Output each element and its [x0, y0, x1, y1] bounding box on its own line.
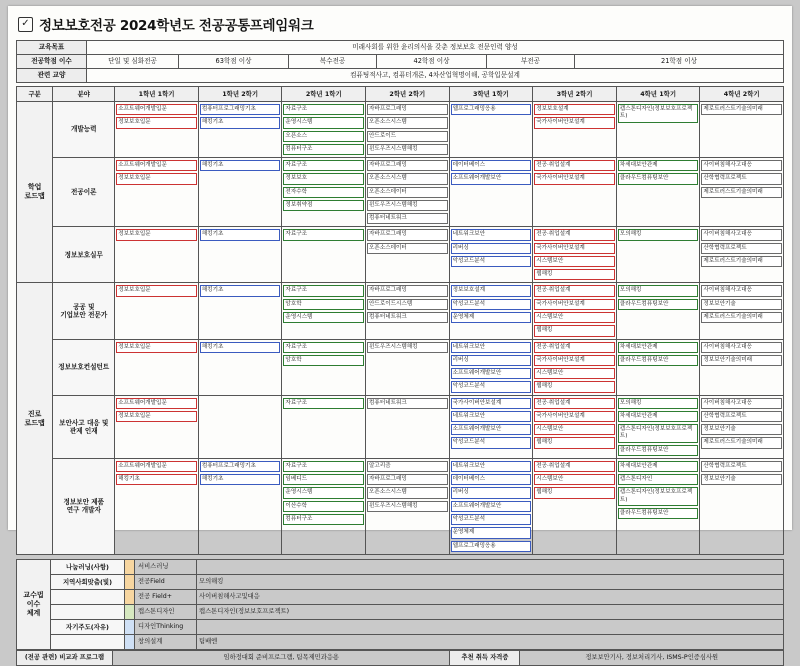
matrix-header-6: 3학년 1학기	[449, 87, 533, 102]
course-item[interactable]: 안드로이드	[367, 131, 448, 142]
course-item[interactable]: 산학협력프로젝트	[701, 461, 782, 472]
course-item[interactable]: 제로트러스트기술의미래	[701, 256, 782, 267]
course-item[interactable]: 사이버침해사고대응	[701, 160, 782, 171]
semester-cell	[115, 339, 199, 395]
course-item[interactable]: 전자수학	[283, 187, 364, 198]
course-item[interactable]: 클라우드컴퓨팅보안	[618, 299, 699, 310]
group-label-0: 학업 로드맵	[17, 102, 53, 283]
course-item[interactable]: 정보보호설계	[534, 104, 615, 115]
teaching-tag: 서비스러닝	[135, 559, 197, 574]
course-item[interactable]: 국가사이버안보설계	[534, 299, 615, 310]
certification-value: 정보보안기사, 정보처리기사, ISMS-P인증심사원	[520, 650, 784, 665]
course-item[interactable]: 웹프로그래밍응용	[451, 541, 532, 552]
teaching-method-table	[16, 559, 784, 650]
semester-cell	[700, 227, 784, 283]
course-item[interactable]: 산학협력프로젝트	[701, 411, 782, 422]
footer-table	[16, 650, 784, 666]
semester-cell	[449, 458, 533, 554]
credit-type-1: 복수전공	[289, 55, 377, 69]
course-item[interactable]: 데이터베이스	[451, 474, 532, 485]
course-item[interactable]: 전공·취업설계	[534, 229, 615, 240]
course-item[interactable]: 운영시스템	[283, 487, 364, 498]
course-item[interactable]: 정보보안기술	[701, 474, 782, 485]
course-item[interactable]: 시스템보안	[534, 312, 615, 323]
course-item[interactable]: 오픈소스데이터	[367, 187, 448, 198]
extracurricular-label: (전공 관련) 비교과 프로그램	[17, 650, 113, 665]
semester-cell	[198, 458, 282, 554]
credit-value-1: 42학점 이상	[377, 55, 487, 69]
course-item[interactable]: 산학협력프로젝트	[701, 173, 782, 184]
matrix-header-7: 3학년 2학기	[533, 87, 617, 102]
course-item[interactable]: 악성코드분석	[451, 256, 532, 267]
semester-cell	[115, 395, 199, 458]
course-item[interactable]: 악성코드분석	[451, 514, 532, 525]
extracurricular-value: 임하정대회 준비프로그램, 팀목제민과응용	[113, 650, 450, 665]
semester-cell	[366, 227, 450, 283]
course-item[interactable]: 네트워크보안	[451, 229, 532, 240]
course-item[interactable]: 정보보안기술	[701, 299, 782, 310]
course-item[interactable]: 웹해킹	[534, 487, 615, 498]
course-item[interactable]: 국가사이버안보설계	[534, 411, 615, 422]
course-item[interactable]: 컴퓨터네트워크	[367, 213, 448, 224]
course-item[interactable]: 정보보호설계	[451, 285, 532, 296]
field-label: 정보보안 제품 연구 개발자	[53, 458, 115, 554]
credits-label: 전공학점 이수	[17, 55, 87, 69]
course-item[interactable]: 클라우드컴퓨팅보안	[618, 355, 699, 366]
course-item[interactable]: 모의해킹	[618, 398, 699, 409]
course-item[interactable]: 오픈소스데이터	[367, 243, 448, 254]
credit-value-0: 63학점 이상	[179, 55, 289, 69]
table-row	[17, 650, 784, 665]
course-item[interactable]: 윈도우즈시스템해킹	[367, 200, 448, 211]
teaching-value	[197, 559, 784, 574]
semester-cell	[700, 458, 784, 554]
course-item[interactable]: 사이버침해사고대응	[701, 285, 782, 296]
course-item[interactable]: 국가사이버안보설계	[534, 117, 615, 128]
table-row	[17, 574, 784, 589]
course-item[interactable]: 데이터베이스	[451, 160, 532, 171]
course-item[interactable]: 이산수학	[283, 501, 364, 512]
semester-cell	[282, 158, 366, 227]
course-item[interactable]: 사이버침해사고대응	[701, 229, 782, 240]
course-item[interactable]: 정보취약점	[283, 200, 364, 211]
matrix-header-5: 2학년 2학기	[366, 87, 450, 102]
course-item[interactable]: 운영체제	[451, 312, 532, 323]
course-item[interactable]: 전공·취업설계	[534, 461, 615, 472]
semester-cell	[449, 158, 533, 227]
course-item[interactable]: 자바프로그래밍	[367, 474, 448, 485]
table-row	[17, 227, 784, 283]
course-item[interactable]: 제로트러스트기술의미래	[701, 104, 782, 115]
semester-cell	[533, 227, 617, 283]
table-row	[17, 589, 784, 604]
field-label: 정보보호실무	[53, 227, 115, 283]
course-item[interactable]: 해킹기초	[200, 474, 281, 485]
teaching-value: 모의해킹	[197, 574, 784, 589]
course-item[interactable]: 해킹기초	[200, 229, 281, 240]
table-row	[17, 69, 784, 83]
table-row	[17, 158, 784, 227]
course-item[interactable]: 운영체제	[451, 527, 532, 538]
semester-cell	[198, 283, 282, 339]
course-item[interactable]: 악성코드분석	[451, 381, 532, 392]
course-item[interactable]: 소프트웨어개발입문	[116, 104, 197, 115]
course-item[interactable]: 웹프로그래밍응용	[451, 104, 532, 115]
course-item[interactable]: 소프트웨어개발보안	[451, 501, 532, 512]
course-item[interactable]: 캡스톤디자인(정보보호프로젝트)	[618, 104, 699, 123]
course-item[interactable]: 제로트러스트기술의미래	[701, 187, 782, 198]
course-item[interactable]: 컴퓨터프로그래밍기초	[200, 461, 281, 472]
course-item[interactable]: 웹해킹	[534, 325, 615, 336]
course-item[interactable]: 정보보호입문	[116, 229, 197, 240]
course-item[interactable]: 해킹기초	[200, 160, 281, 171]
course-item[interactable]: 자료구조	[283, 285, 364, 296]
course-item[interactable]: 전공·취업설계	[534, 342, 615, 353]
course-item[interactable]: 모의해킹	[618, 229, 699, 240]
matrix-header-0: 구분	[17, 87, 53, 102]
matrix-header-1: 분야	[53, 87, 115, 102]
semester-cell	[198, 227, 282, 283]
course-item[interactable]: 자바프로그래밍	[367, 229, 448, 240]
course-item[interactable]: 전공·취업설계	[534, 398, 615, 409]
teaching-sub-label: 나눔러닝(사항)	[51, 559, 125, 574]
field-label: 보안사고 대응 및 관제 인재	[53, 395, 115, 458]
semester-cell	[198, 158, 282, 227]
matrix-header-9: 4학년 2학기	[700, 87, 784, 102]
course-item[interactable]: 웹해킹	[534, 437, 615, 448]
semester-cell	[616, 158, 700, 227]
semester-cell	[282, 339, 366, 395]
teaching-tag: 캡스톤디자인	[135, 604, 197, 619]
semester-cell	[366, 395, 450, 458]
teaching-sub-label	[51, 589, 125, 604]
teaching-tag: 전공 Field+	[135, 589, 197, 604]
semester-cell	[115, 102, 199, 158]
related-value: 컴퓨팅적사고, 컴퓨터개론, 4차산업혁명이해, 공학입문설계	[87, 69, 784, 83]
course-item[interactable]: 네트워크보안	[451, 411, 532, 422]
semester-cell	[616, 283, 700, 339]
teaching-sub-label: 지역사회맞춤(빛)	[51, 574, 125, 589]
table-row	[17, 102, 784, 158]
teaching-value: 캡스톤디자인(정보보호프로젝트)	[197, 604, 784, 619]
course-item[interactable]: 암호학	[283, 355, 364, 366]
course-item[interactable]: 해킹기초	[116, 474, 197, 485]
color-marker	[125, 589, 135, 604]
course-item[interactable]: 정보보안기술	[701, 424, 782, 435]
course-item[interactable]: 국가사이버안보설계	[534, 355, 615, 366]
course-item[interactable]: 소프트웨어개발입문	[116, 398, 197, 409]
table-row	[17, 55, 784, 69]
course-item[interactable]: 윈도우즈시스템해킹	[367, 144, 448, 155]
course-item[interactable]: 클라우드컴퓨팅보안	[618, 508, 699, 519]
course-item[interactable]: 리버싱	[451, 243, 532, 254]
semester-cell	[700, 158, 784, 227]
semester-cell	[115, 227, 199, 283]
course-item[interactable]: 차세대보안관제	[618, 461, 699, 472]
course-item[interactable]: 컴퓨터구조	[283, 514, 364, 525]
semester-cell	[700, 339, 784, 395]
course-item[interactable]: 오픈소스	[283, 131, 364, 142]
course-item[interactable]: 차세대보안관제	[618, 160, 699, 171]
teaching-tag: 창의설계	[135, 634, 197, 649]
course-item[interactable]: 소프트웨어개발보안	[451, 173, 532, 184]
course-item[interactable]: 자료구조	[283, 104, 364, 115]
goal-label: 교육목표	[17, 41, 87, 55]
check-icon: ✓	[18, 17, 33, 32]
course-item[interactable]: 컴퓨터네트워크	[367, 312, 448, 323]
course-item[interactable]: 자료구조	[283, 229, 364, 240]
course-item[interactable]: 캡스톤디자인(정보보호프로젝트)	[618, 424, 699, 443]
course-item[interactable]: 전공·취업설계	[534, 160, 615, 171]
semester-cell	[616, 339, 700, 395]
field-label: 개발능력	[53, 102, 115, 158]
course-item[interactable]: 정보보호입문	[116, 173, 197, 184]
title-text: 정보보호전공 2024학년도 전공공통프레임워크	[39, 18, 314, 34]
group-label-1: 진로 로드맵	[17, 283, 53, 554]
semester-cell	[198, 102, 282, 158]
matrix-header-2: 1학년 1학기	[115, 87, 199, 102]
course-item[interactable]: 운영시스템	[283, 312, 364, 323]
course-item[interactable]: 윈도우즈시스템해킹	[367, 342, 448, 353]
course-item[interactable]: 소프트웨어개발보안	[451, 424, 532, 435]
semester-cell	[700, 395, 784, 458]
course-item[interactable]: 소프트웨어개발입문	[116, 461, 197, 472]
course-item[interactable]: 국가사이버안보설계	[534, 243, 615, 254]
course-item[interactable]: 웹해킹	[534, 381, 615, 392]
semester-cell	[366, 339, 450, 395]
course-item[interactable]: 컴퓨터구조	[283, 144, 364, 155]
semester-cell	[533, 283, 617, 339]
curriculum-matrix	[16, 86, 784, 555]
course-item[interactable]: 시스템보안	[534, 424, 615, 435]
course-item[interactable]: 오픈소스시스템	[367, 173, 448, 184]
course-item[interactable]: 리버싱	[451, 355, 532, 366]
semester-cell	[198, 395, 282, 458]
course-item[interactable]: 사이버침해사고대응	[701, 398, 782, 409]
semester-cell	[366, 158, 450, 227]
course-item[interactable]: 정보보안기술의미래	[701, 355, 782, 366]
teaching-sub-label	[51, 604, 125, 619]
teaching-tag: 전공Field	[135, 574, 197, 589]
semester-cell	[449, 283, 533, 339]
semester-cell	[616, 458, 700, 554]
course-item[interactable]: 모의해킹	[618, 285, 699, 296]
semester-cell	[449, 102, 533, 158]
goal-value: 미래사회를 위한 윤리의식을 갖춘 정보보호 전문인력 양성	[87, 41, 784, 55]
course-item[interactable]: 알고리즘	[367, 461, 448, 472]
semester-cell	[282, 227, 366, 283]
page-title	[18, 14, 784, 34]
semester-cell	[449, 395, 533, 458]
semester-cell	[366, 283, 450, 339]
related-label: 관련 교양	[17, 69, 87, 83]
course-item[interactable]: 제로트러스트기술의미래	[701, 312, 782, 323]
course-item[interactable]: 국가사이버안보설계	[451, 398, 532, 409]
table-row	[17, 619, 784, 634]
course-item[interactable]: 시스템보안	[534, 368, 615, 379]
table-row	[17, 458, 784, 554]
semester-cell	[115, 458, 199, 554]
course-item[interactable]: 자료구조	[283, 160, 364, 171]
course-item[interactable]: 오픈소스시스템	[367, 117, 448, 128]
semester-cell	[616, 102, 700, 158]
semester-cell	[282, 283, 366, 339]
course-item[interactable]: 자바프로그래밍	[367, 285, 448, 296]
course-item[interactable]: 악성코드분석	[451, 437, 532, 448]
table-row	[17, 283, 784, 339]
table-row	[17, 395, 784, 458]
field-label: 전공이론	[53, 158, 115, 227]
course-item[interactable]: 안드로이드시스템	[367, 299, 448, 310]
color-marker	[125, 559, 135, 574]
course-item[interactable]: 차세대보안관제	[618, 411, 699, 422]
teaching-sub-label: 자기주도(자유)	[51, 619, 125, 634]
course-item[interactable]: 캡스톤디자인	[618, 474, 699, 485]
course-item[interactable]: 정보보호입문	[116, 117, 197, 128]
course-item[interactable]: 오픈소스시스템	[367, 487, 448, 498]
course-item[interactable]: 차세대보안관제	[618, 342, 699, 353]
course-item[interactable]: 정보보호입문	[116, 411, 197, 422]
course-item[interactable]: 시스템보안	[534, 474, 615, 485]
semester-cell	[616, 227, 700, 283]
course-item[interactable]: 네트워크보안	[451, 461, 532, 472]
semester-cell	[616, 395, 700, 458]
semester-cell	[282, 102, 366, 158]
course-item[interactable]: 악성코드분석	[451, 299, 532, 310]
semester-cell	[533, 339, 617, 395]
color-marker	[125, 634, 135, 649]
matrix-header-4: 2학년 1학기	[282, 87, 366, 102]
teaching-tag: 디자인Thinking	[135, 619, 197, 634]
course-item[interactable]: 자료구조	[283, 342, 364, 353]
credit-value-2: 21학점 이상	[575, 55, 784, 69]
semester-cell	[449, 227, 533, 283]
course-item[interactable]: 웹해킹	[534, 269, 615, 280]
table-row	[17, 339, 784, 395]
semester-cell	[700, 283, 784, 339]
semester-cell	[700, 102, 784, 158]
table-row	[17, 559, 784, 574]
teaching-value	[197, 619, 784, 634]
semester-cell	[282, 458, 366, 554]
field-label: 정보보호컨설턴트	[53, 339, 115, 395]
teaching-sub-label	[51, 634, 125, 649]
credit-type-2: 부전공	[487, 55, 575, 69]
teaching-method-label: 교수법 이수 체계	[17, 559, 51, 649]
course-item[interactable]: 소프트웨어개발입문	[116, 160, 197, 171]
teaching-value: 팀배엔	[197, 634, 784, 649]
table-row	[17, 41, 784, 55]
matrix-header-8: 4학년 1학기	[616, 87, 700, 102]
color-marker	[125, 619, 135, 634]
course-item[interactable]: 국가사이버안보설계	[534, 173, 615, 184]
course-item[interactable]: 정보보호입문	[116, 285, 197, 296]
course-item[interactable]: 클라우드컴퓨팅보안	[618, 173, 699, 184]
course-item[interactable]: 운영시스템	[283, 117, 364, 128]
semester-cell	[198, 339, 282, 395]
semester-cell	[533, 158, 617, 227]
course-item[interactable]: 네트워크보안	[451, 342, 532, 353]
course-item[interactable]: 소프트웨어개발보안	[451, 368, 532, 379]
course-item[interactable]: 리버싱	[451, 487, 532, 498]
semester-cell	[449, 339, 533, 395]
top-info-table	[16, 40, 784, 83]
course-item[interactable]: 자료구조	[283, 398, 364, 409]
course-item[interactable]: 시스템보안	[534, 256, 615, 267]
course-item[interactable]: 정보보호	[283, 173, 364, 184]
course-item[interactable]: 자료구조	[283, 461, 364, 472]
course-item[interactable]: 클라우드컴퓨팅보안	[618, 445, 699, 456]
course-item[interactable]: 캡스톤디자인(정보보호프로젝트)	[618, 487, 699, 506]
credit-type-0: 단일 및 심화전공	[87, 55, 179, 69]
course-item[interactable]: 암호학	[283, 299, 364, 310]
teaching-value: 사이버침해사고및대응	[197, 589, 784, 604]
course-item[interactable]: 사이버침해사고대응	[701, 342, 782, 353]
document-page	[8, 6, 792, 661]
semester-cell	[366, 102, 450, 158]
semester-cell	[533, 395, 617, 458]
semester-cell	[115, 283, 199, 339]
color-marker	[125, 604, 135, 619]
matrix-header-row	[17, 87, 784, 102]
course-item[interactable]: 자바프로그래밍	[367, 160, 448, 171]
course-item[interactable]: 컴퓨터프로그래밍기초	[200, 104, 281, 115]
table-row	[17, 604, 784, 619]
course-item[interactable]: 임베디드	[283, 474, 364, 485]
certification-label: 추천 취득 자격증	[450, 650, 520, 665]
semester-cell	[366, 458, 450, 554]
course-item[interactable]: 전공·취업설계	[534, 285, 615, 296]
course-item[interactable]: 해킹기초	[200, 285, 281, 296]
semester-cell	[533, 102, 617, 158]
course-item[interactable]: 윈도우즈시스템해킹	[367, 501, 448, 512]
semester-cell	[533, 458, 617, 554]
course-item[interactable]: 컴퓨터네트워크	[367, 398, 448, 409]
matrix-header-3: 1학년 2학기	[198, 87, 282, 102]
semester-cell	[115, 158, 199, 227]
color-marker	[125, 574, 135, 589]
course-item[interactable]: 제로트러스트기술의미래	[701, 437, 782, 448]
field-label: 공공 및 기업보안 전문가	[53, 283, 115, 339]
course-item[interactable]: 해킹기초	[200, 117, 281, 128]
course-item[interactable]: 산학협력프로젝트	[701, 243, 782, 254]
table-row	[17, 634, 784, 649]
course-item[interactable]: 해킹기초	[200, 342, 281, 353]
course-item[interactable]: 자바프로그래밍	[367, 104, 448, 115]
semester-cell	[282, 395, 366, 458]
course-item[interactable]: 정보보호입문	[116, 342, 197, 353]
